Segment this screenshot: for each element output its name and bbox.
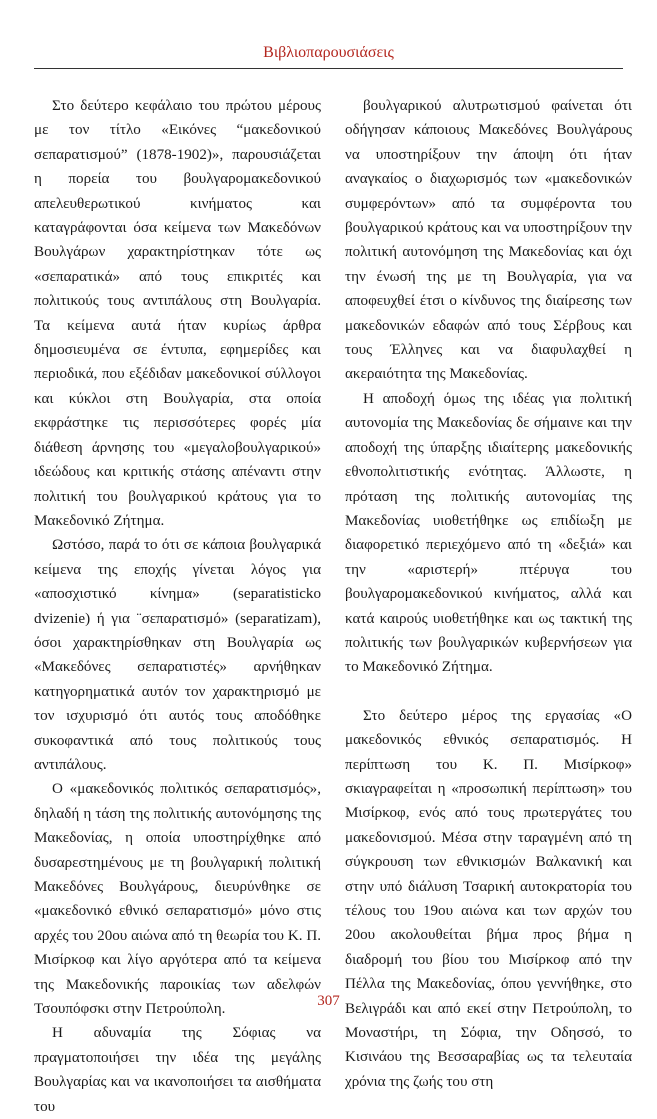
header-rule [34, 68, 623, 69]
paragraph: βουλγαρικού αλυτρωτισμού φαίνεται ότι οδήγησαν κάποιους Μακεδόνες Βουλγάρους να υποστηρίξουν την άποψη ότι ήταν αναγκαίος ο διαχωρισμός των «μακεδονικών συμφερόντων» από τα συμφέροντα του βουλγαρικού κράτους και να υποστηρίξουν την πολιτική αυτονόμηση της Μακεδονίας και όχι την ένωσή της με τη Βουλγαρία, για να αποφευχθεί έτσι ο κίνδυνος της διαίρεσης των μακεδονικών εδαφών από τους Σέρβους και τους Έλληνες και να διαφυλαχθεί η ακεραιότητα της Μακεδονίας. [345, 98, 632, 383]
right-column [345, 94, 632, 1094]
paragraph: Στο δεύτερο κεφάλαιο του πρώτου μέρους με τον τίτλο «Εικόνες “μακεδονικού σεπαρατισμού” (1878-1902)», παρουσιάζεται η πορεία του βουλγαρομακεδονικού απελευθερωτικού κινήματος και καταγράφονται όσα κείμενα των Μακεδόνων Βουλγάρων χαρακτηρίστηκαν τότε ως «σεπαρατικά» από τους επικριτές και πολιτικούς τους αντιπάλους στη Βουλγαρία. Τα κείμενα αυτά ήταν κυρίως άρθρα δημοσιευμένα σε έντυπα, εφημερίδες και περιοδικά, που εξέδιδαν μακεδονικοί σύλλογοι και κύκλοι στη Βουλγαρία, στα οποία εκφράστηκε τις περισσότερες φορές μία διάθεση άρνησης του «μεγαλοβουλγαρικού» ιδεώδους και κριτικής στάσης απέναντι στην πολιτική του βουλγαρικού κράτους για το Μακεδονικό Ζήτημα. [34, 98, 321, 529]
running-header: Βιβλιοπαρουσιάσεις [263, 44, 394, 61]
paragraph: Ωστόσο, παρά το ότι σε κάποια βουλγαρικά κείμενα της εποχής γίνεται λόγος για «αποσχιστικό κίνημα» (separatisticko dvizenie) ή για ¨σεπαρατισμό» (separatizam), όσοι χαρακτηρίσθηκαν στη Βουλγαρία ως «Μακεδόνες σεπαρατιστές» αρνήθηκαν κατηγορηματικά αυτόν τον χαρακτηρισμό με τον ισχυρισμό ότι αυτός τους αποδόθηκε συκοφαντικά από τους πολιτικούς τους αντιπάλους. [34, 537, 321, 773]
left-column [34, 94, 321, 1119]
paragraph: Η αδυναμία της Σόφιας να πραγματοποιήσει την ιδέα της μεγάλης Βουλγαρίας και να ικανοποιήσει τα αισθήματα του [34, 1025, 321, 1115]
page-number: 307 [317, 993, 340, 1009]
paragraph: Στο δεύτερο μέρος της εργασίας «Ο μακεδονικός εθνικός σεπαρατισμός. Η περίπτωση του Κ. Π. Μισίρκοφ» σκιαγραφείται η «προσωπική περίπτωση» του Μισίρκοφ, ενός από τους πρωτεργάτες του μακεδονισμού. Μέσα στην ταραγμένη από τη σύγκρουση των εθνικισμών Βαλκανική και στην υπό διάλυση Τσαρική αυτοκρατορία του τέλους του 19ου αιώνα και των αρχών του 20ου ακολουθείται βήμα προς βήμα η διαδρομή του βίου του Μισίρκοφ από την Πέλλα της Μακεδονίας, όπου γεννήθηκε, στο Βελιγράδι και από εκεί στην Πετρούπολη, το Μοναστήρι, τη Σόφια, την Οδησσό, το Κισινάου της Βεσσαραβίας ως τα τελευταία χρόνια της ζωής του στη [345, 707, 632, 1090]
paragraph: Ο «μακεδονικός πολιτικός σεπαρατισμός», δηλαδή η τάση της πολιτικής αυτονόμησης της Μακεδονίας, η οποία υποστηρίχθηκε από δυσαρεστημένους με τη βουλγαρική πολιτική Μακεδόνες Βουλγάρους, διευρύνθηκε σε «μακεδονικό εθνικό σεπαρατισμό» μόνο στις αρχές του 20ου αιώνα από τη θεωρία του Κ. Π. Μισίρκοφ και λίγο αργότερα από τα κείμενα της Μακεδονικής παροικίας των αδελφών Τσουπόφσκι στην Πετρούπολη. [34, 781, 321, 1018]
paragraph: Η αποδοχή όμως της ιδέας για πολιτική αυτονομία της Μακεδονίας δε σήμαινε και την αποδοχή της ύπαρξης ιδιαίτερης μακεδονικής εθνοπολιτιστικής ενότητας. Άλλωστε, η πρόταση της πολιτικής αυτονομίας της Μακεδονίας υιοθετήθηκε ως επιδίωξη με διαφορετικό περιεχόμενο από τη «δεξιά» και την «αριστερή» πτέρυγα του βουλγαρομακεδονικού κινήματος, αλλά και κατά καιρούς υιοθετήθηκε και ως τακτική της πολιτικής των βουλγαρικών κυβερνήσεων για το Μακεδονικό Ζήτημα. [345, 390, 632, 676]
